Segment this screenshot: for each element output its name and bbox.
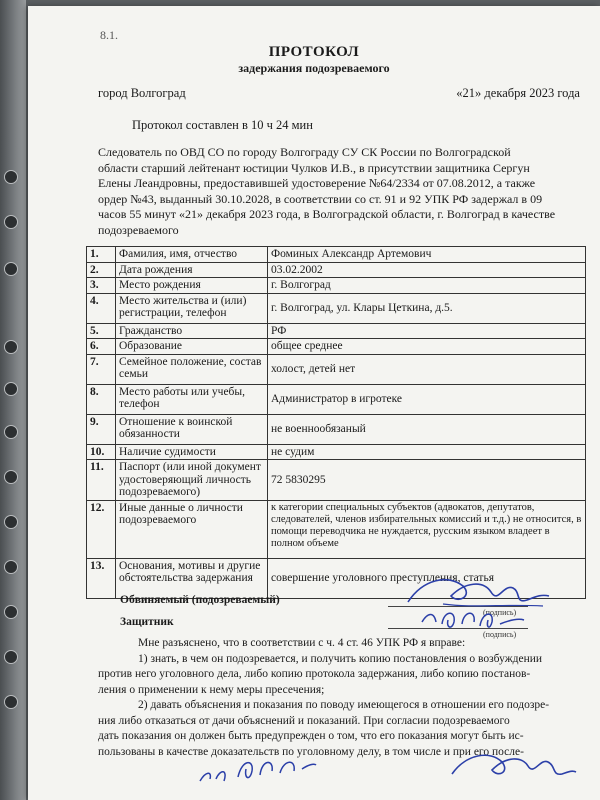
- row-value: 72 5830295: [268, 460, 586, 501]
- bottom-initials-scribble: [198, 751, 318, 791]
- page-number: 8.1.: [100, 28, 118, 42]
- city-line: город Волгоград: [98, 86, 186, 100]
- row-value: РФ: [268, 323, 586, 339]
- table-row: [87, 460, 586, 501]
- row-field: Место рождения: [116, 278, 268, 294]
- row-value: не военнообязаный: [268, 414, 586, 444]
- row-value: г. Волгоград, ул. Клары Цеткина, д.5.: [268, 293, 586, 323]
- table-row: [87, 323, 586, 339]
- table-row: [87, 278, 586, 294]
- rights-paragraph: [98, 636, 582, 760]
- row-field: Основания, мотивы и другие обстоятельства задержания: [116, 558, 268, 598]
- row-field: Дата рождения: [116, 262, 268, 278]
- row-value: 03.02.2002: [268, 262, 586, 278]
- row-field: Наличие судимости: [116, 444, 268, 460]
- table-row: [87, 293, 586, 323]
- row-value: общее среднее: [268, 339, 586, 355]
- punch-hole: [4, 470, 18, 484]
- table-row: [87, 414, 586, 444]
- punch-hole: [4, 515, 18, 529]
- table-row: [87, 444, 586, 460]
- personal-data-table: [86, 246, 586, 599]
- document-subtitle: задержания подозреваемого: [238, 61, 390, 75]
- rights-line: дать показания он должен быть предупрежден о том, что его показания могут быть ис-: [98, 730, 524, 742]
- row-field: Иные данные о личности подозреваемого: [116, 500, 268, 558]
- row-field: Отношение к воинской обязанности: [116, 414, 268, 444]
- date-line: «21» декабря 2023 года: [456, 86, 580, 100]
- table-row: [87, 262, 586, 278]
- row-field: Место жительства и (или) регистрации, телефон: [116, 293, 268, 323]
- row-field: Паспорт (или иной документ удостоверяющий личность подозреваемого): [116, 460, 268, 501]
- row-number: 4.: [87, 293, 116, 323]
- row-number: 5.: [87, 323, 116, 339]
- document-page: [28, 6, 600, 800]
- row-value: совершение уголовного преступления, статья: [268, 558, 586, 598]
- row-value: к категории специальных субъектов (адвокатов, депутатов, следователей, членов избирательных комиссий и т.д.) не относится, в помощи переводчика не нуждается, русским языком владеет в полном объеме: [268, 500, 586, 558]
- intro-line: области старший лейтенант юстиции Чулков И.В., в присутствии защитника Сергун: [98, 160, 530, 175]
- punch-hole: [4, 215, 18, 229]
- table-row: [87, 339, 586, 355]
- row-value: Администратор в игротеке: [268, 384, 586, 414]
- row-field: Фамилия, имя, отчество: [116, 247, 268, 263]
- rights-line: 2) давать объяснения и показания по поводу имеющегося в отношении его подозре-: [138, 699, 550, 711]
- row-number: 2.: [87, 262, 116, 278]
- punch-holes: [4, 0, 18, 800]
- row-field: Место работы или учебы, телефон: [116, 384, 268, 414]
- signature-caption: (подпись): [483, 608, 517, 617]
- time-line: Протокол составлен в 10 ч 24 мин: [132, 118, 313, 132]
- row-number: 8.: [87, 384, 116, 414]
- row-number: 12.: [87, 500, 116, 558]
- row-value: не судим: [268, 444, 586, 460]
- accused-signature-label: Обвиняемый (подозреваемый): [120, 594, 280, 606]
- row-number: 10.: [87, 444, 116, 460]
- intro-line: ордер №43, выданный 30.10.2028, в соответствии со ст. 91 и 92 УПК РФ задержал в 09: [98, 191, 543, 206]
- intro-line: подозреваемого: [98, 222, 179, 237]
- row-value: холост, детей нет: [268, 354, 586, 384]
- row-number: 6.: [87, 339, 116, 355]
- table-row: [87, 384, 586, 414]
- punch-hole: [4, 262, 18, 276]
- table-row: [87, 354, 586, 384]
- intro-line: Следователь по ОВД СО по городу Волгограду СУ СК России по Волгоградской: [98, 145, 511, 159]
- intro-paragraph: [98, 145, 582, 238]
- defender-signature-scribble: [418, 604, 528, 634]
- document-title: ПРОТОКОЛ: [268, 44, 360, 60]
- punch-hole: [4, 382, 18, 396]
- punch-hole: [4, 605, 18, 619]
- bottom-signature-scribble: [448, 748, 578, 788]
- punch-hole: [4, 695, 18, 709]
- defender-signature-label: Защитник: [120, 616, 174, 628]
- row-number: 13.: [87, 558, 116, 598]
- punch-hole: [4, 560, 18, 574]
- row-number: 3.: [87, 278, 116, 294]
- intro-line: Елены Леандровны, предоставившей удостоверение №64/2334 от 07.08.2012, а также: [98, 176, 536, 190]
- row-number: 1.: [87, 247, 116, 263]
- rights-line: 1) знать, в чем он подозревается, и получить копию постановления о возбуждении: [138, 652, 543, 665]
- row-field: Семейное положение, состав семьи: [116, 354, 268, 384]
- row-value: Фоминых Александр Артемович: [268, 247, 586, 263]
- row-number: 7.: [87, 354, 116, 384]
- intro-line: часов 55 минут «21» декабря 2023 года, в Волгоградской области, г. Волгоград в качестве: [98, 207, 556, 221]
- rights-line: Мне разъяснено, что в соответствии с ч. 4 ст. 46 УПК РФ я вправе:: [138, 637, 466, 649]
- punch-hole: [4, 340, 18, 354]
- row-number: 11.: [87, 460, 116, 501]
- row-value: г. Волгоград: [268, 278, 586, 294]
- rights-line: против него уголовного дела, либо копию протокола задержания, либо копию постанов-: [98, 668, 531, 680]
- punch-hole: [4, 650, 18, 664]
- punch-hole: [4, 425, 18, 439]
- punch-hole: [4, 170, 18, 184]
- signature-caption: (подпись): [483, 630, 517, 639]
- rights-line: пользованы в качестве доказательств по уголовному делу, в том числе и при его после-: [98, 745, 524, 758]
- rights-line: ния либо отказаться от дачи объяснений и показаний. При согласии подозреваемого: [98, 714, 510, 727]
- row-field: Образование: [116, 339, 268, 355]
- row-field: Гражданство: [116, 323, 268, 339]
- table-row: [87, 247, 586, 263]
- rights-line: ления о применении к нему меры пресечения;: [98, 683, 325, 696]
- table-row: [87, 500, 586, 558]
- row-number: 9.: [87, 414, 116, 444]
